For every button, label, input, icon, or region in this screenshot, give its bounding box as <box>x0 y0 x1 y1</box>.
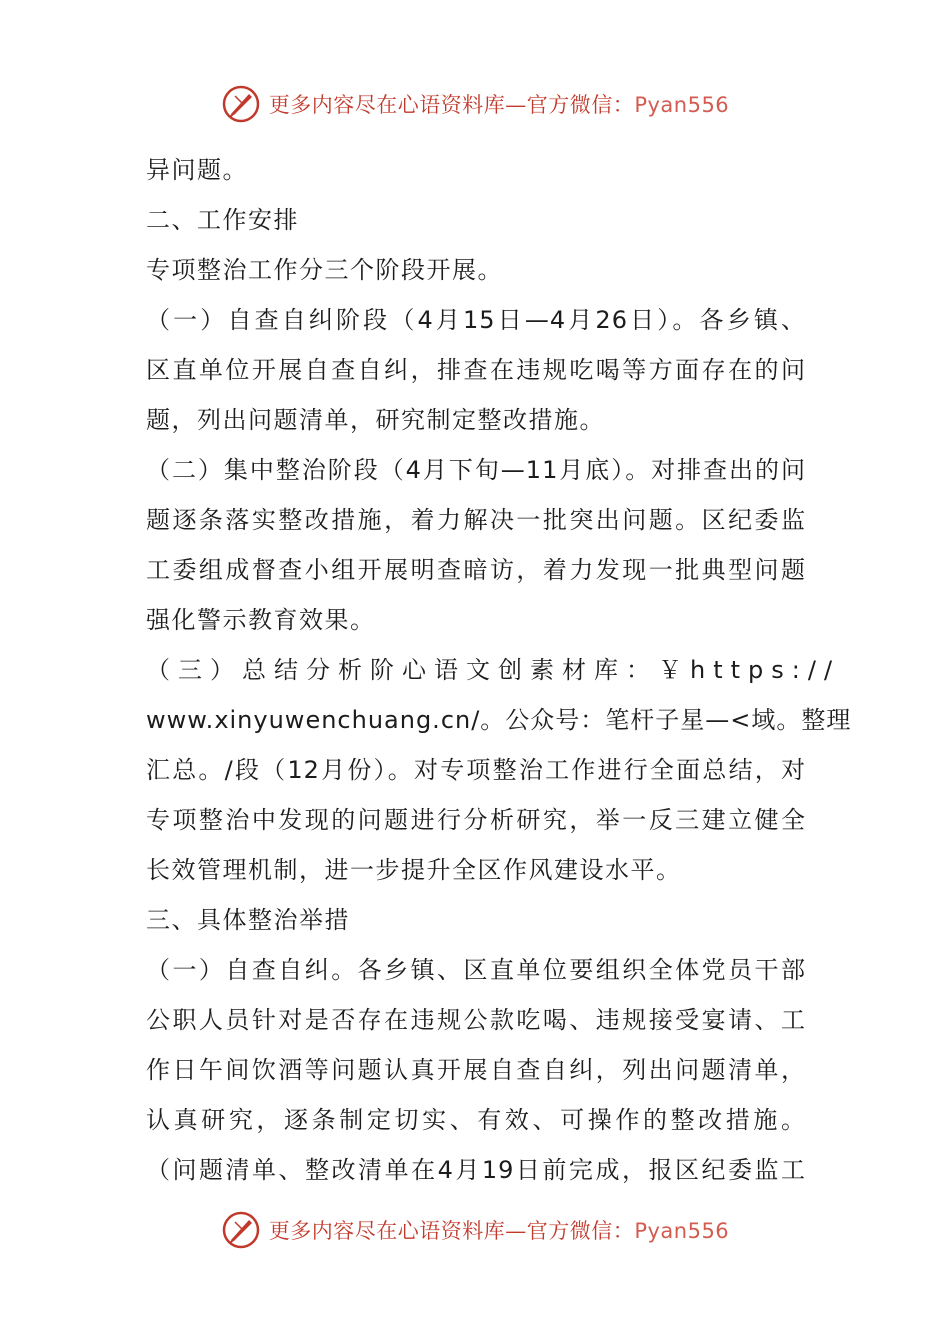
document-body <box>146 145 852 1195</box>
text-line: 公职人员针对是否存在违规公款吃喝、违规接受宴请、工 <box>146 1006 806 1034</box>
text-line: 题，列出问题清单，研究制定整改措施。 <box>146 406 605 434</box>
text-line: 工委组成督查小组开展明查暗访，着力发现一批典型问题 <box>146 556 806 584</box>
text-line: 区直单位开展自查自纠，排查在违规吃喝等方面存在的问 <box>146 356 806 384</box>
text-line: 题逐条落实整改措施，着力解决一批突出问题。区纪委监 <box>146 506 806 534</box>
header-wechat-id: Pyan556 <box>634 93 730 117</box>
text-line: 异问题。 <box>146 156 248 184</box>
footer-wechat-id: Pyan556 <box>634 1219 730 1243</box>
text-line: 专项整治中发现的问题进行分析研究，举一反三建立健全 <box>146 806 806 834</box>
section-heading: 三、具体整治举措 <box>146 906 350 934</box>
header-banner-text <box>269 89 729 119</box>
section-heading: 二、工作安排 <box>146 206 299 234</box>
text-line: 认真研究，逐条制定切实、有效、可操作的整改措施。 <box>146 1106 806 1134</box>
text-line: （二）集中整治阶段（4月下旬—11月底）。对排查出的问 <box>146 456 806 484</box>
text-line: 汇总。/段（12月份）。对专项整治工作进行全面总结，对 <box>146 756 806 784</box>
quill-logo-icon <box>221 1210 261 1250</box>
text-line: 强化警示教育效果。 <box>146 606 376 634</box>
footer-banner-text <box>269 1215 729 1245</box>
text-line: www.xinyuwenchuang.cn/。公众号：笔杆子星—<域。整理 <box>146 706 852 734</box>
text-line: 长效管理机制，进一步提升全区作风建设水平。 <box>146 856 682 884</box>
header-banner-label: 更多内容尽在心语资料库—官方微信： <box>268 93 635 117</box>
text-line: （三）总结分析阶心语文创素材库：￥https:// <box>146 656 841 684</box>
quill-logo-icon <box>221 84 261 124</box>
text-line: （一）自查自纠。各乡镇、区直单位要组织全体党员干部 <box>146 956 806 984</box>
header-banner <box>0 84 950 124</box>
footer-banner <box>0 1210 950 1250</box>
text-line: 专项整治工作分三个阶段开展。 <box>146 256 503 284</box>
text-line: （一）自查自纠阶段（4月15日—4月26日）。各乡镇、 <box>146 306 806 334</box>
footer-banner-label: 更多内容尽在心语资料库—官方微信： <box>268 1219 635 1243</box>
text-line: （问题清单、整改清单在4月19日前完成，报区纪委监工 <box>146 1156 806 1184</box>
text-line: 作日午间饮酒等问题认真开展自查自纠，列出问题清单， <box>146 1056 806 1084</box>
